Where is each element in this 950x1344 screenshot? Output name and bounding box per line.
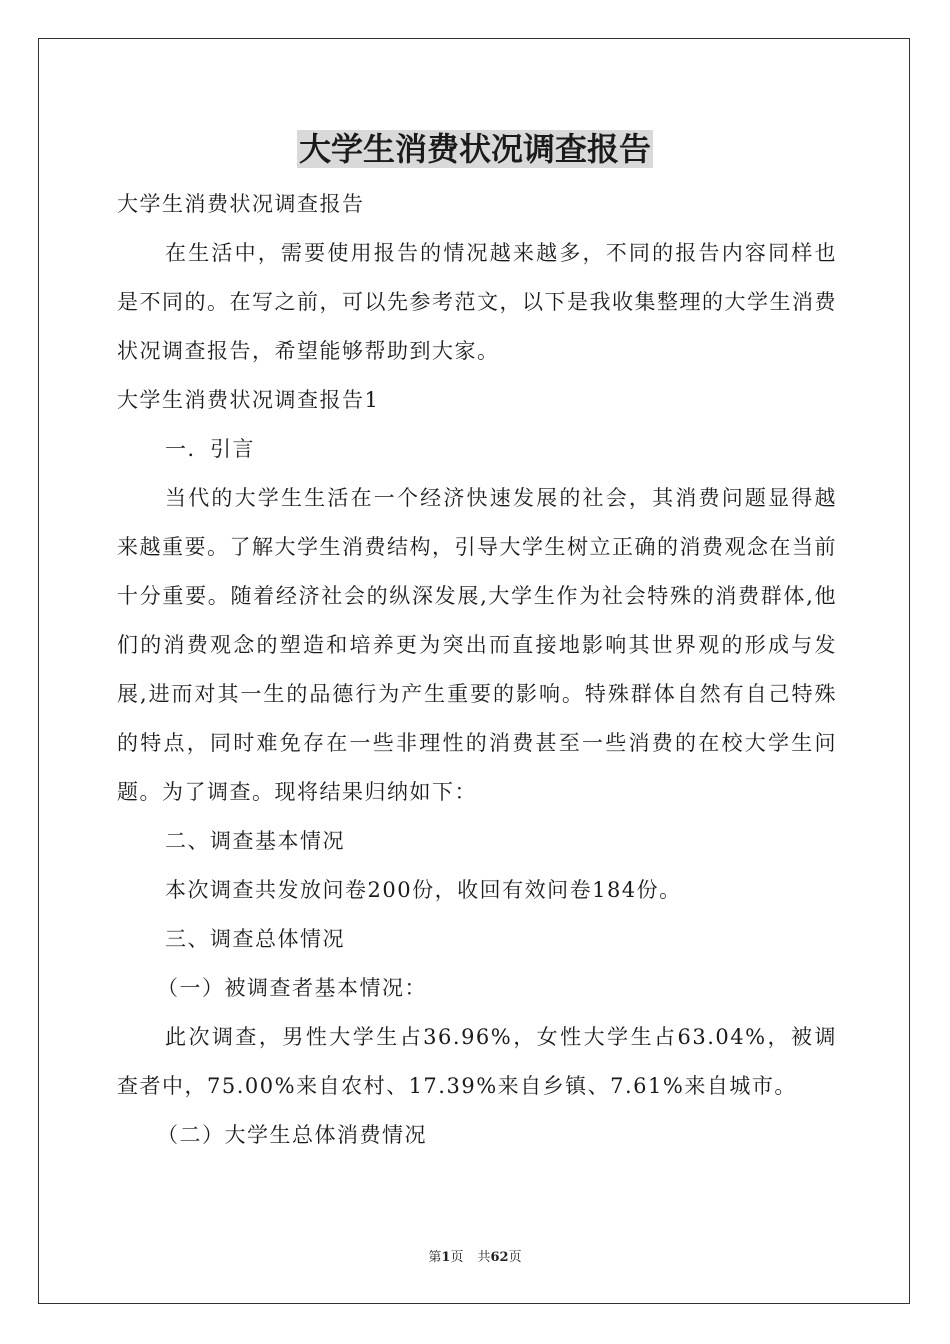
paragraph-demographics: 此次调查，男性大学生占36.96%，女性大学生占63.04%，被调查者中，75.00%来自农村、17.39%来自乡镇、7.61%来自城市。: [117, 1025, 837, 1098]
document-title: [0, 126, 950, 172]
section-heading-overall: 三、调查总体情况: [165, 927, 345, 951]
document-title-text: 大学生消费状况调查报告: [298, 130, 651, 168]
page-number: 1: [441, 1250, 451, 1265]
subsection-heading-respondents: （一）被调查者基本情况：: [157, 976, 427, 1000]
section-heading-basic: 二、调查基本情况: [165, 829, 345, 853]
paragraph-intro: 在生活中，需要使用报告的情况越来越多，不同的报告内容同样也是不同的。在写之前，可以先参考范文，以下是我收集整理的大学生消费状况调查报告，希望能够帮助到大家。: [117, 241, 837, 363]
page-suffix: 页: [450, 1250, 464, 1265]
paragraph-survey-count: 本次调查共发放问卷200份，收回有效问卷184份。: [165, 878, 682, 902]
total-suffix: 页: [508, 1250, 522, 1265]
paragraph-background: 当代的大学生生活在一个经济快速发展的社会，其消费问题显得越来越重要。了解大学生消费结构，引导大学生树立正确的消费观念在当前十分重要。随着经济社会的纵深发展,大学生作为社会特殊的消费群体,他们的消费观念的塑造和培养更为突出而直接地影响其世界观的形成与发展,进而对其一生的品德行为产生重要的影响。特殊群体自然有自己特殊的特点，同时难免存在一些非理性的消费甚至一些消费的在校大学生问题。为了调查。现将结果归纳如下：: [117, 486, 837, 804]
page-footer: [0, 1246, 950, 1265]
paragraph-heading: 大学生消费状况调查报告: [117, 192, 365, 216]
total-prefix: 共: [477, 1250, 491, 1265]
document-body: [117, 180, 837, 1160]
subsection-heading-consumption: （二）大学生总体消费情况: [157, 1123, 427, 1147]
paragraph-report-title: 大学生消费状况调查报告1: [117, 388, 380, 412]
page-prefix: 第: [428, 1250, 442, 1265]
section-heading-introduction: 一．引言: [165, 437, 255, 461]
total-pages: 62: [490, 1250, 509, 1265]
